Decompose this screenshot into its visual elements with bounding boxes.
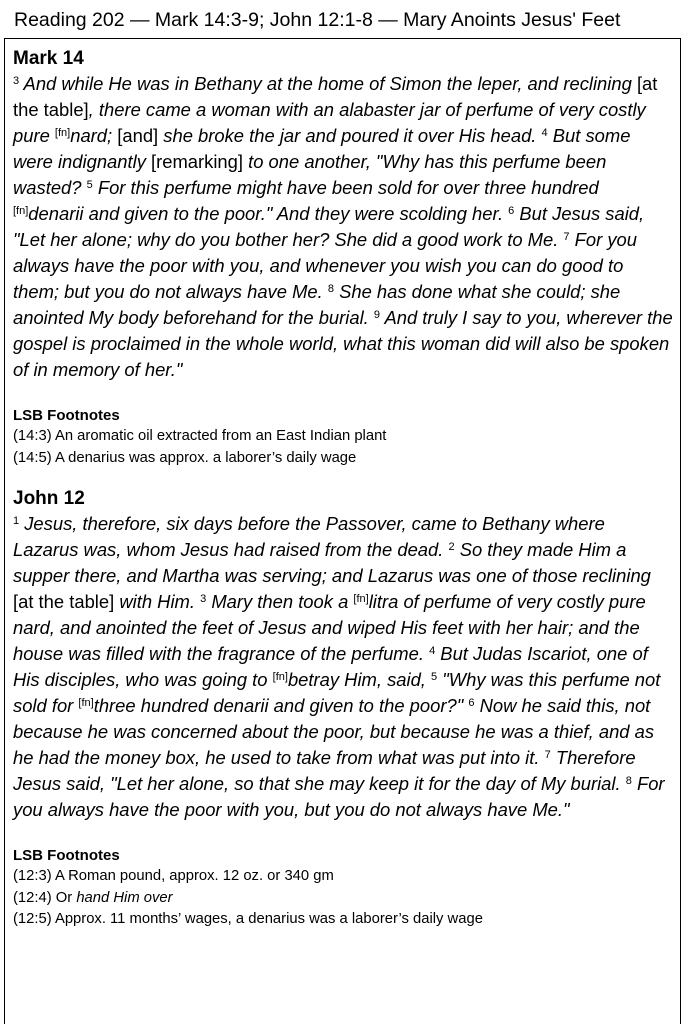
footnote-prefix: (12:4) Or bbox=[13, 889, 77, 906]
john-passage bbox=[13, 511, 674, 823]
verse-number: 6 bbox=[468, 696, 475, 709]
verse-text: "Why was this perfume not sold for bbox=[13, 669, 661, 716]
verse-text: with Him. bbox=[114, 591, 201, 612]
verse-number: 1 bbox=[13, 514, 20, 527]
verse-text: nard; bbox=[70, 125, 118, 146]
verse-text: But Jesus said, "Let her alone; why do you bother her? She did a good work to Me. bbox=[13, 203, 645, 250]
chapter-title-john: John 12 bbox=[13, 488, 85, 509]
verse-text: to one another, "Why has this perfume been wasted? bbox=[13, 151, 607, 198]
reading-frame bbox=[4, 38, 681, 1024]
added-words: [remarking] bbox=[151, 151, 243, 172]
verse-text: For this perfume might have been sold for over three hundred bbox=[92, 177, 599, 198]
verse-text: denarii and given to the poor." And they were scolding her. bbox=[28, 203, 509, 224]
footnotes-mark bbox=[13, 405, 674, 469]
footnote-line: (14:5) A denarius was approx. a laborer’s daily wage bbox=[13, 449, 357, 466]
footnotes-heading: LSB Footnotes bbox=[13, 847, 120, 864]
verse-text: For you always have the poor with you, but you do not always have Me." bbox=[13, 773, 665, 820]
verse-number: 5 bbox=[431, 670, 438, 683]
mark-passage bbox=[13, 71, 674, 383]
verse-number: 4 bbox=[541, 126, 548, 139]
verse-text: So they made Him a supper there, and Martha was serving; and Lazarus was one of those reclining bbox=[13, 539, 651, 586]
footnotes-heading: LSB Footnotes bbox=[13, 407, 120, 424]
verse-text: Now he said this, not because he was concerned about the poor, but because he was a thief, and as he had the money box, he used to take from what was put into it. bbox=[13, 695, 655, 768]
verse-text: litra of perfume of very costly pure nard, and anointed the feet of Jesus and wiped His feet with her hair; and the house was filled with the fragrance of the perfume. bbox=[13, 591, 646, 664]
verse-text: , there came a woman with an alabaster jar of perfume of very costly pure bbox=[13, 99, 646, 146]
footnote-marker[interactable]: [fn] bbox=[78, 696, 94, 709]
verse-text: she broke the jar and poured it over His head. bbox=[158, 125, 542, 146]
footnote-marker[interactable]: [fn] bbox=[353, 592, 369, 605]
verse-number: 3 bbox=[200, 592, 207, 605]
verse-text: But some were indignantly bbox=[13, 125, 631, 172]
verse-text: But Judas Iscariot, one of His disciples, who was going to bbox=[13, 643, 648, 690]
footnote-italic: hand Him over bbox=[76, 889, 173, 906]
footnote-line bbox=[13, 888, 674, 910]
verse-number: 8 bbox=[625, 774, 632, 787]
footnote-line: (12:3) A Roman pound, approx. 12 oz. or 340 gm bbox=[13, 868, 334, 884]
verse-text: Jesus, therefore, six days before the Passover, came to Bethany where Lazarus was, whom Jesus had raised from the dead. bbox=[13, 513, 605, 560]
verse-text: three hundred denarii and given to the poor?" bbox=[93, 695, 469, 716]
page-title: Reading 202 — Mark 14:3-9; John 12:1-8 — Mary Anoints Jesus' Feet bbox=[14, 9, 621, 31]
verse-number: 3 bbox=[13, 74, 20, 87]
added-words: [at the table] bbox=[13, 591, 115, 612]
verse-number: 7 bbox=[563, 230, 570, 243]
footnote-marker[interactable]: [fn] bbox=[272, 670, 288, 683]
footnotes-john bbox=[13, 845, 674, 931]
verse-text: She has done what she could; she anointed My body beforehand for the burial. bbox=[13, 281, 621, 328]
verse-number: 6 bbox=[508, 204, 515, 217]
verse-text: For you always have the poor with you, and whenever you wish you can do good to them; but you do not always have Me. bbox=[13, 229, 638, 302]
verse-text: Therefore Jesus said, "Let her alone, so that she may keep it for the day of My burial. bbox=[13, 747, 636, 794]
verse-number: 8 bbox=[327, 282, 334, 295]
verse-number: 9 bbox=[373, 308, 381, 321]
footnote-marker[interactable]: [fn] bbox=[13, 204, 29, 217]
footnote-marker[interactable]: [fn] bbox=[54, 126, 71, 139]
added-words: [at the table] bbox=[13, 73, 658, 120]
verse-text: And truly I say to you, wherever the gospel is proclaimed in the whole world, what this woman did will also be spoken of in memory of her." bbox=[13, 307, 673, 380]
verse-text: betray Him, said, bbox=[287, 669, 432, 690]
chapter-title-mark: Mark 14 bbox=[13, 48, 84, 69]
verse-text: Mary then took a bbox=[206, 591, 354, 612]
footnote-line: (14:3) An aromatic oil extracted from an East Indian plant bbox=[13, 428, 387, 444]
verse-text: And while He was in Bethany at the home of Simon the leper, and reclining bbox=[19, 73, 637, 94]
footnote-line: (12:5) Approx. 11 months’ wages, a denarius was a laborer’s daily wage bbox=[13, 911, 483, 927]
verse-number: 5 bbox=[86, 178, 93, 191]
added-words: [and] bbox=[117, 125, 159, 146]
verse-number: 4 bbox=[429, 644, 436, 657]
verse-number: 7 bbox=[544, 748, 551, 761]
verse-number: 2 bbox=[448, 540, 455, 553]
